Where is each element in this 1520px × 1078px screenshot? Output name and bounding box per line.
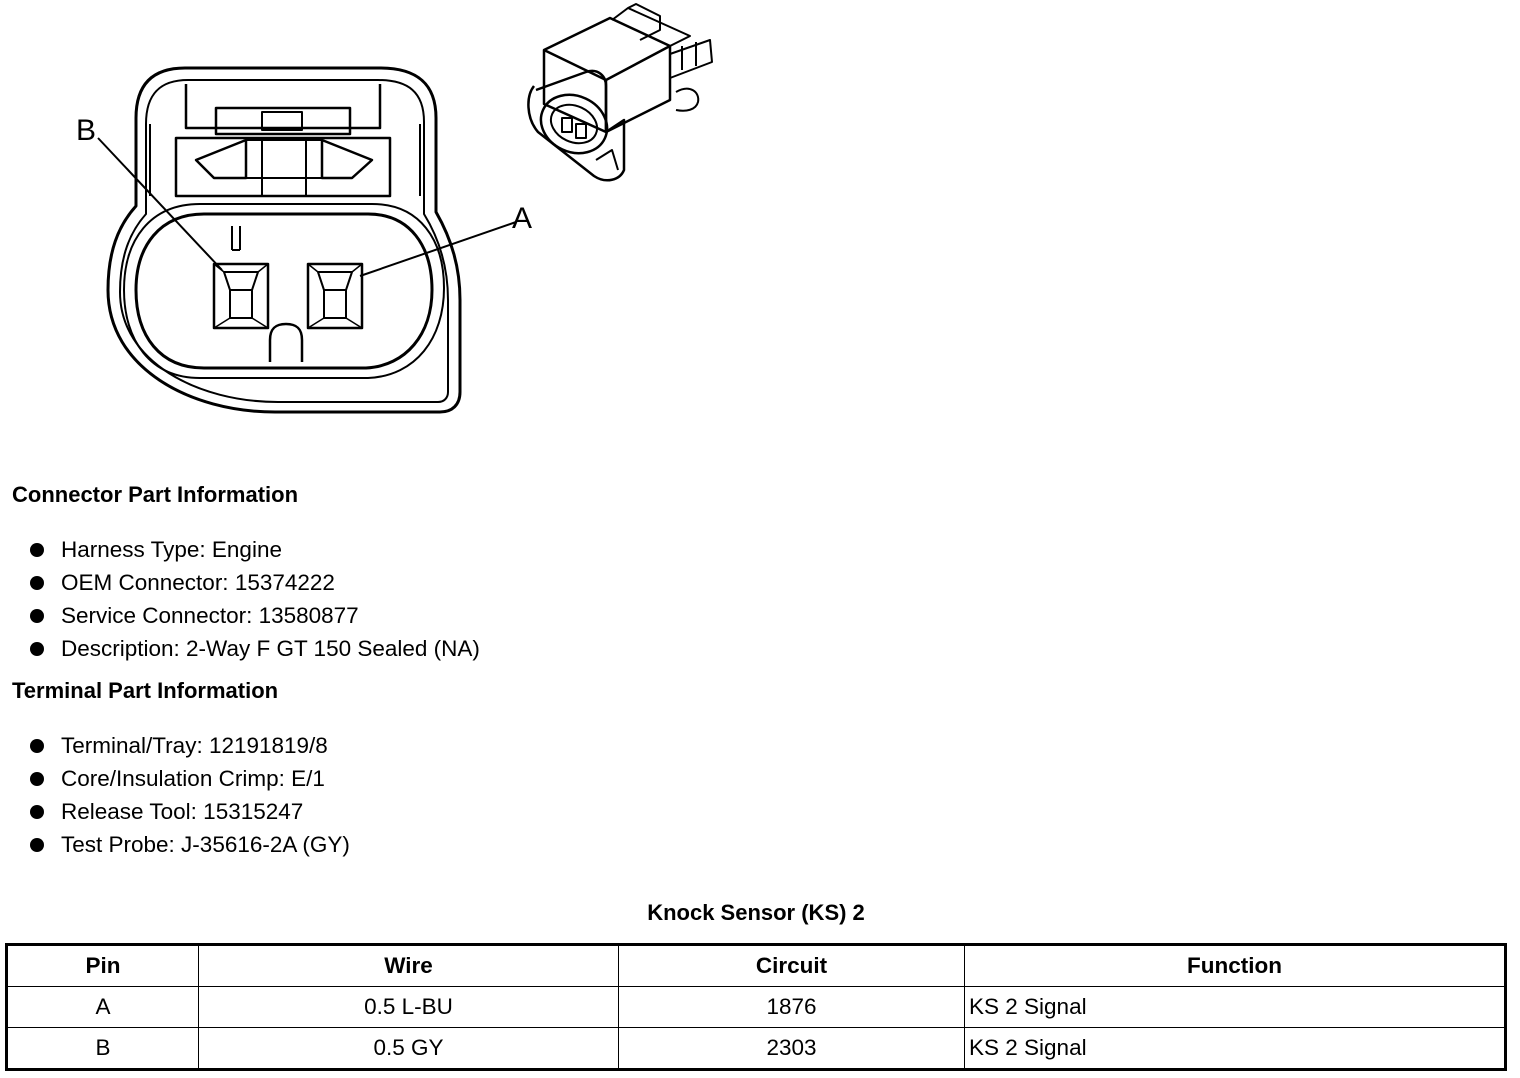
list-item [30, 762, 350, 795]
column-header-circuit: Circuit [619, 945, 965, 987]
cell-wire: 0.5 L-BU [199, 987, 619, 1028]
connector-iso-drawing [528, 4, 712, 180]
list-item-text: Core/Insulation Crimp: E/1 [61, 766, 325, 791]
connector-section-title: Connector Part Information [12, 482, 299, 507]
column-header-function: Function [965, 945, 1506, 987]
cell-circuit: 2303 [619, 1028, 965, 1070]
bullet-icon [30, 543, 44, 557]
column-header-wire: Wire [199, 945, 619, 987]
list-item [30, 533, 480, 566]
connector-face-drawing [98, 68, 516, 412]
list-item-text: Service Connector: 13580877 [61, 603, 359, 628]
connector-diagram [0, 0, 740, 430]
pin-label-b: B [76, 114, 97, 147]
table-row [7, 987, 1506, 1028]
cavity-b-drawing [214, 264, 268, 328]
bullet-icon [30, 609, 44, 623]
cell-function: KS 2 Signal [965, 987, 1506, 1028]
cell-pin: A [7, 987, 199, 1028]
bullet-icon [30, 772, 44, 786]
bullet-icon [30, 642, 44, 656]
list-item-text: OEM Connector: 15374222 [61, 570, 335, 595]
list-item [30, 566, 480, 599]
cell-circuit: 1876 [619, 987, 965, 1028]
list-item-text: Description: 2-Way F GT 150 Sealed (NA) [61, 636, 480, 661]
pin-table [5, 943, 1507, 1071]
cell-function: KS 2 Signal [965, 1028, 1506, 1070]
pin-label-a: A [512, 202, 533, 235]
list-item-text: Terminal/Tray: 12191819/8 [61, 733, 328, 758]
table-header-row [7, 945, 1506, 987]
list-item [30, 632, 480, 665]
bullet-icon [30, 838, 44, 852]
bullet-icon [30, 739, 44, 753]
list-item-text: Release Tool: 15315247 [61, 799, 304, 824]
column-header-pin: Pin [7, 945, 199, 987]
pin-table-title: Knock Sensor (KS) 2 [647, 900, 865, 925]
list-item [30, 828, 350, 861]
cavity-a-drawing [308, 264, 362, 328]
bullet-icon [30, 576, 44, 590]
list-item [30, 795, 350, 828]
cell-wire: 0.5 GY [199, 1028, 619, 1070]
list-item-text: Harness Type: Engine [61, 537, 282, 562]
table-row [7, 1028, 1506, 1070]
terminal-section-title: Terminal Part Information [12, 678, 279, 703]
connector-info-list [30, 533, 480, 665]
terminal-info-list [30, 729, 350, 861]
bullet-icon [30, 805, 44, 819]
cell-pin: B [7, 1028, 199, 1070]
list-item-text: Test Probe: J-35616-2A (GY) [61, 832, 350, 857]
list-item [30, 729, 350, 762]
list-item [30, 599, 480, 632]
